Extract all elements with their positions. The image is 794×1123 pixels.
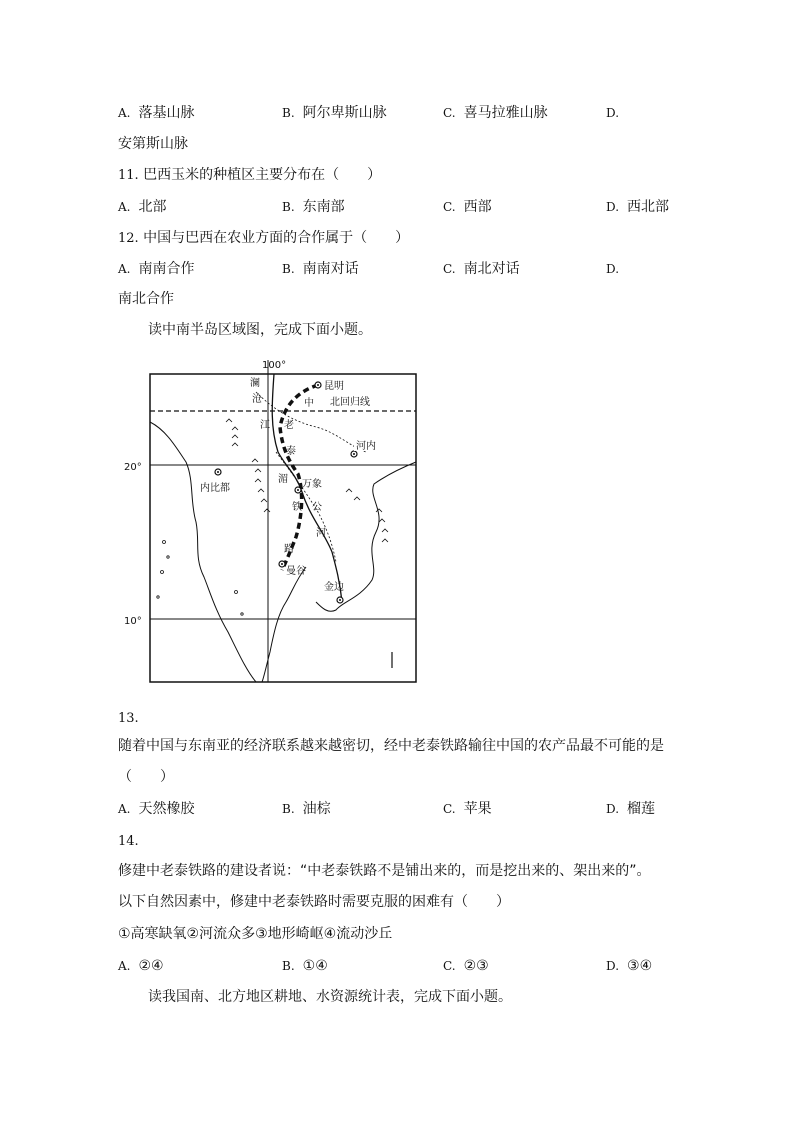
q10-option-b: B. 阿尔卑斯山脉	[282, 105, 387, 121]
city-bangkok	[279, 561, 306, 577]
q14-items: ①高寒缺氧②河流众多③地形崎岖④流动沙丘	[118, 926, 393, 942]
rail-char-lao: 老	[284, 420, 294, 431]
q14-option-b: B. ①④	[282, 958, 328, 974]
q11-option-c: C. 西部	[443, 199, 492, 215]
q13-number: 13.	[118, 711, 139, 726]
q13-option-d: D. 榴莲	[606, 801, 656, 817]
city-naypyidaw	[198, 469, 234, 494]
q13-option-a: A. 天然橡胶	[118, 801, 195, 817]
city-phnompenh	[324, 580, 344, 603]
svg-text:万象: 万象	[302, 479, 322, 490]
lat-label-20: 20°	[124, 462, 142, 473]
q12-option-d-text: 南北合作	[118, 291, 174, 307]
islands	[157, 541, 392, 669]
tropic-label: 北回归线	[330, 397, 370, 408]
city-hanoi	[351, 438, 378, 457]
q13-stem-blank: （ ）	[118, 769, 174, 785]
river-char-lan: 澜	[250, 378, 260, 389]
q11-option-d: D. 西北部	[606, 199, 670, 215]
q10-option-a: A. 落基山脉	[118, 105, 195, 121]
q13-stem: 随着中国与东南亚的经济联系越来越密切，经中老泰铁路输往中国的农产品最不可能的是	[118, 738, 664, 754]
river-char-mei: 湄	[278, 474, 288, 485]
river-char-cang: 沧	[252, 394, 262, 405]
q14-stem-1: 修建中老泰铁路的建设者说：“中老泰铁路不是铺出来的，而是挖出来的、架出来的”。	[118, 863, 651, 879]
map-intro: 读中南半岛区域图，完成下面小题。	[148, 322, 372, 338]
lat-label-10: 10°	[124, 616, 142, 627]
river-char-jiang: 江	[260, 420, 270, 431]
city-kunming	[315, 380, 344, 392]
q12-stem: 12. 中国与巴西在农业方面的合作属于（ ）	[118, 230, 410, 246]
q14-option-a: A. ②④	[118, 958, 164, 974]
svg-text:曼谷: 曼谷	[286, 566, 306, 577]
indochina-map	[124, 352, 418, 684]
q10-option-c: C. 喜马拉雅山脉	[443, 105, 548, 121]
svg-text:河内: 河内	[356, 441, 376, 452]
rail-char-tai: 泰	[286, 446, 296, 457]
q14-option-c: C. ②③	[443, 958, 489, 974]
q10-option-d-text: 安第斯山脉	[118, 136, 188, 152]
table-intro: 读我国南、北方地区耕地、水资源统计表，完成下面小题。	[148, 989, 512, 1005]
lon-label-100: 100°	[262, 360, 287, 371]
q13-option-c: C. 苹果	[443, 801, 492, 817]
rail-char-tie: 铁	[292, 502, 302, 513]
svg-text:昆明: 昆明	[324, 381, 344, 392]
q12-option-d: D.	[606, 262, 620, 276]
q13-option-b: B. 油棕	[282, 801, 331, 817]
q11-stem: 11. 巴西玉米的种植区主要分布在（ ）	[118, 167, 382, 183]
q14-number: 14.	[118, 834, 139, 849]
q14-option-d: D. ③④	[606, 958, 653, 974]
svg-text:内比都: 内比都	[200, 483, 230, 494]
q12-option-c: C. 南北对话	[443, 261, 520, 277]
river-char-he: 河	[316, 528, 326, 539]
river-char-gong: 公	[312, 502, 322, 513]
rail-char-lu: 路	[284, 544, 294, 555]
svg-text:金边: 金边	[324, 582, 344, 593]
gulf-coastline	[262, 567, 306, 682]
west-coastline	[150, 422, 256, 682]
q10-option-d: D.	[606, 106, 620, 120]
q11-option-a: A. 北部	[118, 199, 167, 215]
q12-option-a: A. 南南合作	[118, 261, 195, 277]
q12-option-b: B. 南南对话	[282, 261, 359, 277]
q14-stem-2: 以下自然因素中，修建中老泰铁路时需要克服的困难有（ ）	[118, 894, 510, 910]
rail-char-zhong: 中	[304, 398, 314, 409]
q11-option-b: B. 东南部	[282, 199, 345, 215]
